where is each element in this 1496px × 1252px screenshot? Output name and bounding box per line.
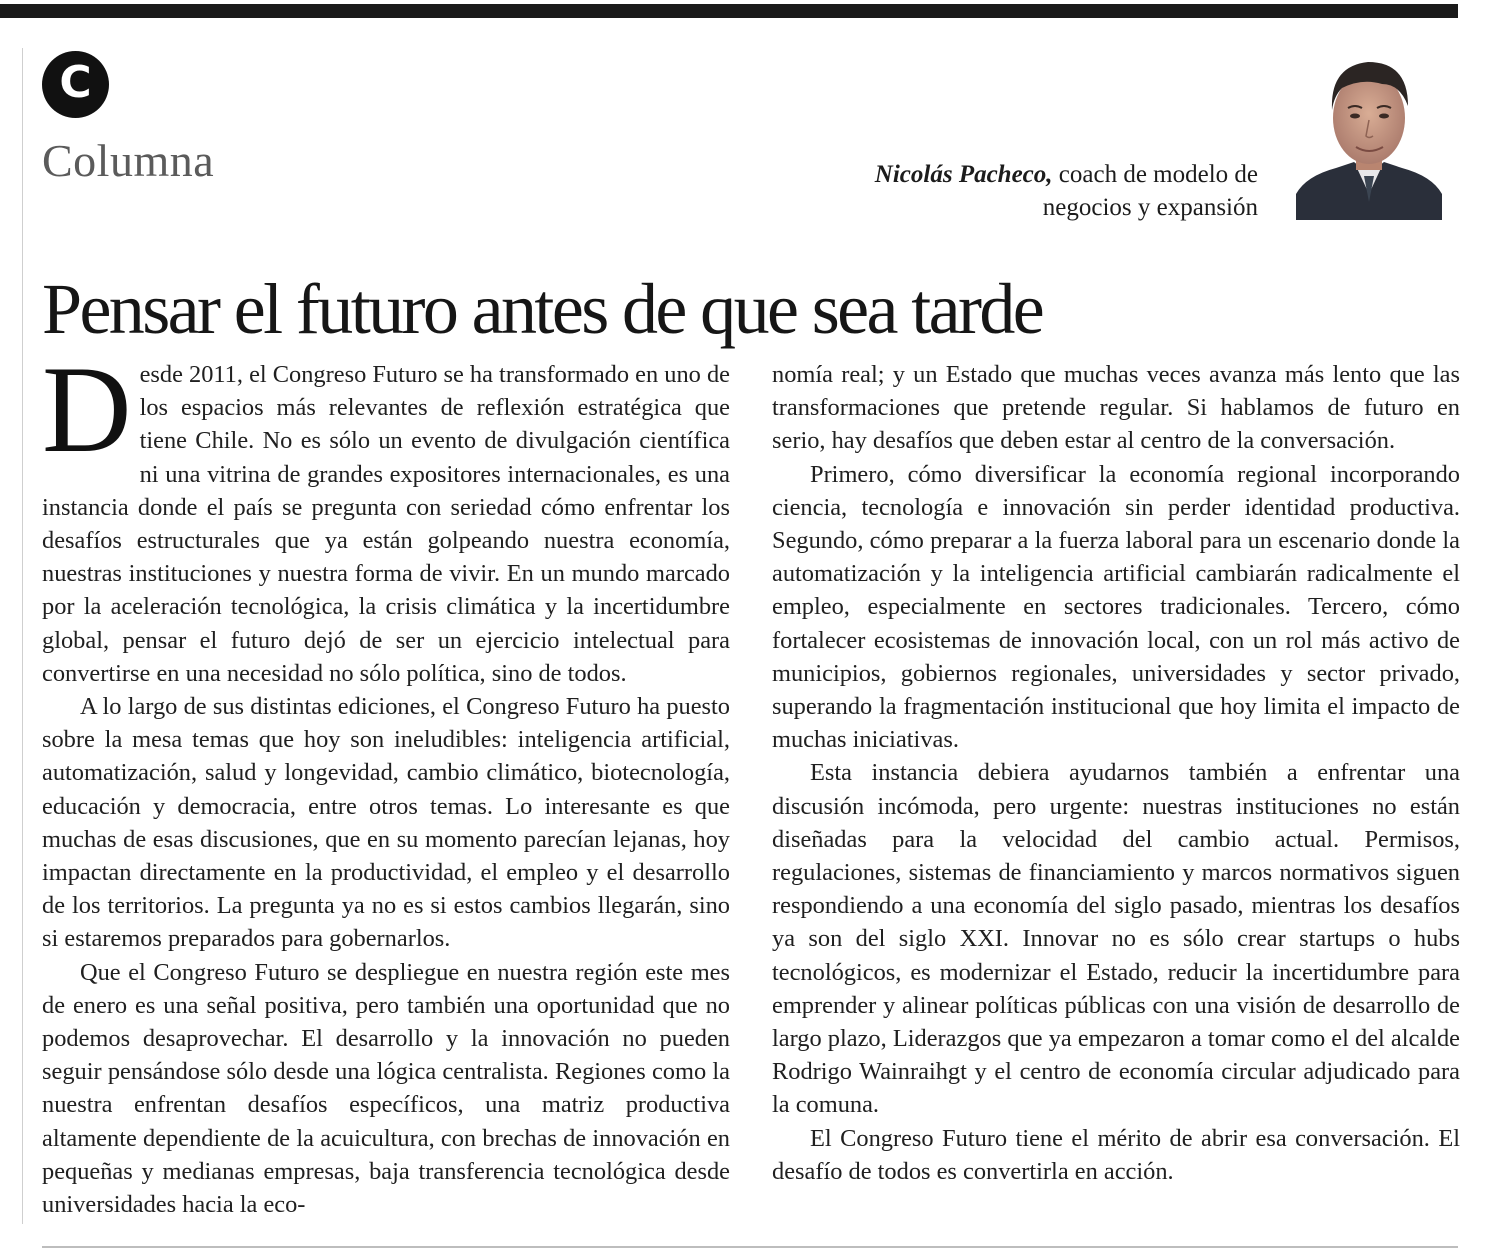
article-column-right [772, 358, 1460, 1188]
paragraph-text: esde 2011, el Congreso Futuro se ha transformado en uno de los espacios más relevantes de reflexión estratégica que tiene Chile. No es sólo un evento de divulgación científica ni una vitrina de grandes expositores internacionales, es una instancia donde el país se pregunta con seriedad cómo enfrentar los desafíos estructurales que ya están golpeando nuestra economía, nuestras instituciones y nuestra forma de vivir. En un mundo marcado por la aceleración tecnológica, la crisis climática y la incertidumbre global, pensar el futuro dejó de ser un ejercicio intelectual para convertirse en una necesidad no sólo política, sino de todos. [42, 361, 730, 687]
left-divider [22, 48, 23, 1224]
article-paragraph: Primero, cómo diversificar la economía regional incorporando ciencia, tecnología e innovación sin perder identidad productiva. Segundo, cómo preparar a la fuerza laboral para un escenario donde la automatización y la inteligencia artificial cambiarán radicalmente el empleo, especialmente en sectores tradicionales. Tercero, cómo fortalecer ecosistemas de innovación local, con un rol más activo de municipios, gobiernos regionales, universidades y sector privado, superando la fragmentación institucional que hoy limita el impacto de muchas iniciativas. [772, 460, 1460, 754]
author-photo [1296, 44, 1442, 220]
headline: Pensar el futuro antes de que sea tarde [42, 269, 1043, 349]
logo-letter: C [59, 56, 92, 108]
article-column-left [42, 341, 730, 1221]
bottom-rule [42, 1246, 1458, 1248]
byline [838, 158, 1258, 224]
article-paragraph [42, 341, 730, 690]
article-paragraph: Esta instancia debiera ayudarnos también a enfrentar una discusión incómoda, pero urgente: nuestras instituciones no están diseñadas para la velocidad del cambio actual. Permisos, regulaciones, sistemas de financiamiento y marcos normativos siguen respondiendo a una economía del siglo pasado, mientras los desafíos ya son del siglo XXI. Innovar no es sólo crear startups o hubs tecnológicos, es modernizar el Estado, reducir la incertidumbre para emprender y alinear políticas públicas con una visión de desarrollo de largo plazo, Liderazgos que ya empezaron a tomar como el del alcalde Rodrigo Wainraihgt y el centro de economía circular adjudicado para la comuna. [772, 759, 1460, 1119]
article-paragraph: El Congreso Futuro tiene el mérito de abrir esa conversación. El desafío de todos es convertirla en acción. [772, 1124, 1460, 1185]
top-rule [0, 4, 1458, 18]
drop-cap: D [42, 341, 132, 478]
author-name: Nicolás Pacheco, [874, 161, 1053, 188]
article-paragraph-continuation: nomía real; y un Estado que muchas veces avanza más lento que las transformaciones que pretende regular. Si hablamos de futuro en serio, hay desafíos que deben estar al centro de la conversación. [772, 361, 1460, 455]
article-paragraph: Que el Congreso Futuro se despliegue en nuestra región este mes de enero es una señal positiva, pero también una oportunidad que no podemos desaprovechar. El desarrollo y la innovación no pueden seguir pensándose sólo desde una lógica centralista. Regiones como la nuestra enfrentan desafíos específicos, una matriz productiva altamente dependiente de la acuicultura, con brechas de innovación en pequeñas y medianas empresas, baja transferencia tecnológica desde universidades hacia la eco- [42, 958, 730, 1219]
article-paragraph: A lo largo de sus distintas ediciones, el Congreso Futuro ha puesto sobre la mesa temas que hoy son ineludibles: inteligencia artificial, automatización, salud y longevidad, cambio climático, biotecnología, educación y democracia, entre otros temas. Lo interesante es que muchas de esas discusiones, que en su momento parecían lejanas, hoy impactan directamente en la productividad, el empleo y el desarrollo de los territorios. La pregunta ya no es si estos cambios llegarán, sino si estaremos preparados para gobernarlos. [42, 693, 730, 953]
section-label: Columna [42, 135, 215, 186]
column-logo-icon [42, 51, 109, 118]
author-role: coach de modelo de negocios y expansión [1042, 161, 1258, 221]
